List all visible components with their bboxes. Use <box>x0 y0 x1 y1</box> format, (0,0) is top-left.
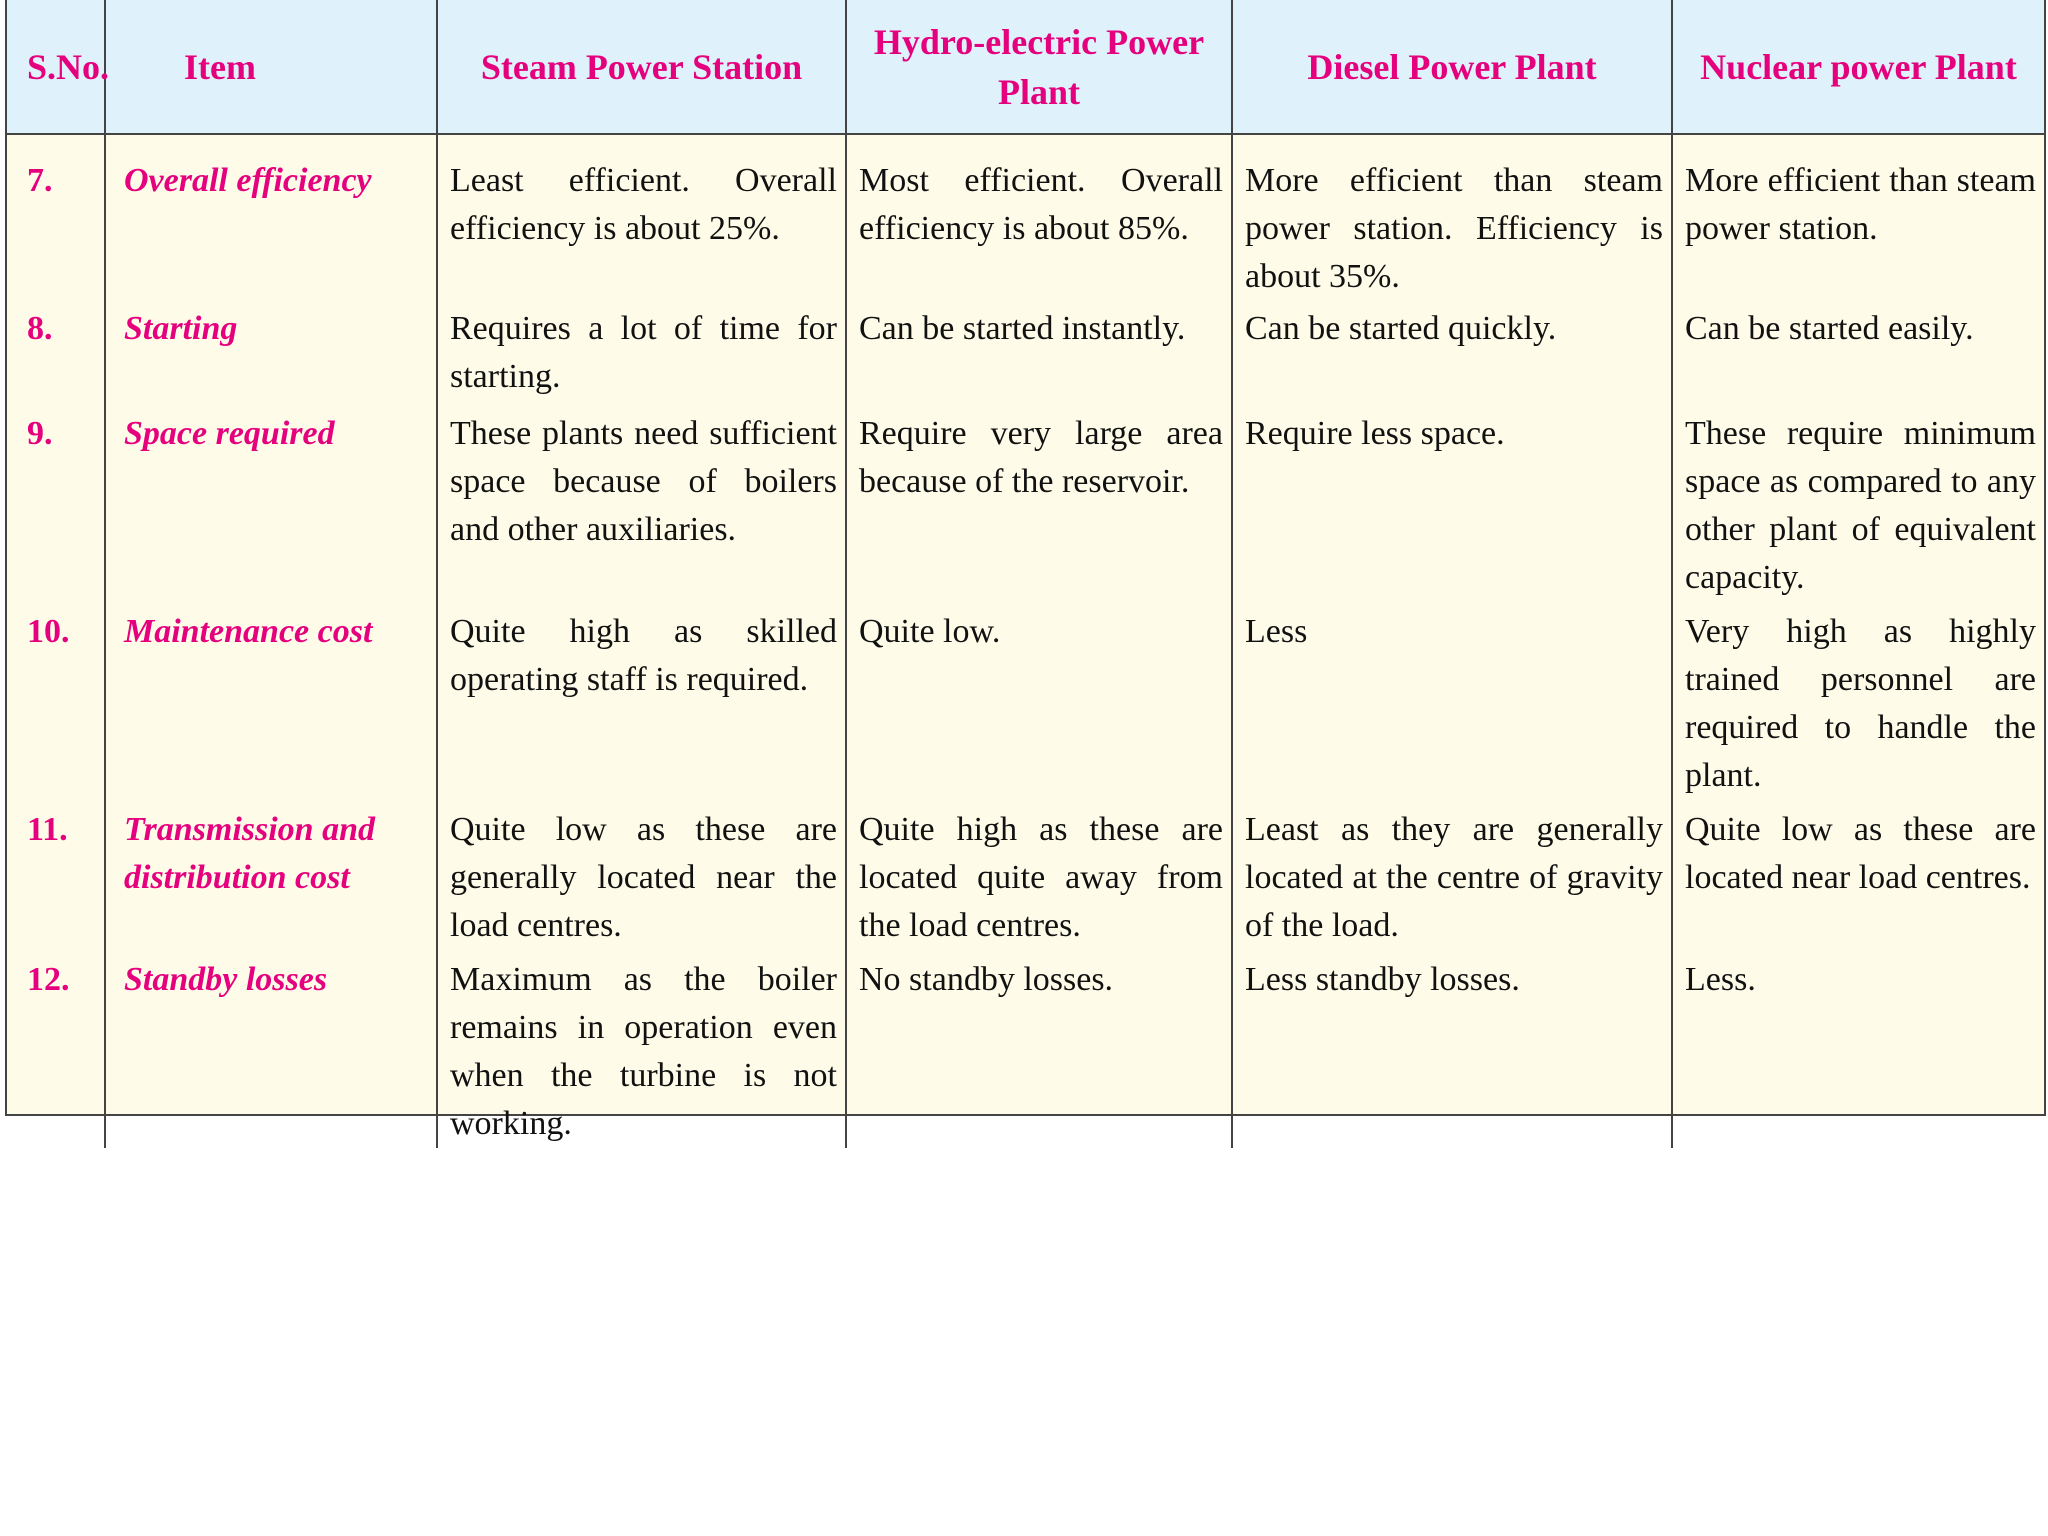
table-row <box>7 406 2044 606</box>
row-sno: 7. <box>27 162 53 199</box>
header-diesel-power-plant: Diesel Power Plant <box>1232 0 1672 134</box>
row-steam: Requires a lot of time for starting. <box>437 301 846 406</box>
row-hydro: No standby losses. <box>846 950 1232 1148</box>
header-item: Item <box>105 0 437 134</box>
row-sno: 11. <box>27 811 68 848</box>
table-row <box>7 800 2044 950</box>
row-hydro: Quite high as these are located quite away from the load centres. <box>846 800 1232 950</box>
table-row <box>7 950 2044 1148</box>
row-hydro: Quite low. <box>846 606 1232 800</box>
row-sno: 10. <box>27 613 70 650</box>
header-nuclear-power-plant: Nuclear power Plant <box>1672 0 2044 134</box>
row-diesel: Require less space. <box>1232 406 1672 606</box>
row-nuclear: Very high as highly trained personnel are required to handle the plant. <box>1672 606 2044 800</box>
row-nuclear: Quite low as these are located near load centres. <box>1672 800 2044 950</box>
row-item: Transmission and distribution cost <box>105 800 437 950</box>
row-diesel: Less <box>1232 606 1672 800</box>
row-diesel: More efficient than steam power station. Efficiency is about 35%. <box>1232 134 1672 301</box>
row-item: Maintenance cost <box>105 606 437 800</box>
header-steam-power-station: Steam Power Station <box>437 0 846 134</box>
comparison-table <box>5 0 2046 1142</box>
header-hydro-electric-power-plant: Hydro-electric Power Plant <box>846 0 1232 134</box>
table-row <box>7 134 2044 301</box>
row-diesel: Can be started quickly. <box>1232 301 1672 406</box>
header-sno: S.No. <box>7 0 105 134</box>
row-diesel: Less standby losses. <box>1232 950 1672 1148</box>
table-row <box>7 301 2044 406</box>
table-header <box>7 0 2044 134</box>
row-nuclear: More efficient than steam power station. <box>1672 134 2044 301</box>
row-steam: Quite high as skilled operating staff is required. <box>437 606 846 800</box>
row-steam: These plants need sufficient space because of boilers and other auxiliaries. <box>437 406 846 606</box>
row-hydro: Require very large area because of the reservoir. <box>846 406 1232 606</box>
row-item: Standby losses <box>105 950 437 1148</box>
row-steam: Maximum as the boiler remains in operation even when the turbine is not working. <box>437 950 846 1148</box>
row-nuclear: Can be started easily. <box>1672 301 2044 406</box>
table-body <box>7 134 2044 1148</box>
row-nuclear: These require minimum space as compared to any other plant of equivalent capacity. <box>1672 406 2044 606</box>
row-steam: Quite low as these are generally located near the load centres. <box>437 800 846 950</box>
row-steam: Least efficient. Overall efficiency is about 25%. <box>437 134 846 301</box>
row-diesel: Least as they are generally located at the centre of gravity of the load. <box>1232 800 1672 950</box>
row-sno: 12. <box>27 961 70 998</box>
table-row <box>7 606 2044 800</box>
row-sno: 8. <box>27 310 53 347</box>
row-sno: 9. <box>27 415 53 452</box>
power-plant-comparison-table <box>7 0 2044 1148</box>
row-hydro: Most efficient. Overall efficiency is about 85%. <box>846 134 1232 301</box>
row-item: Starting <box>105 301 437 406</box>
row-nuclear: Less. <box>1672 950 2044 1148</box>
row-hydro: Can be started instantly. <box>846 301 1232 406</box>
header-row <box>7 0 2044 134</box>
row-item: Space required <box>105 406 437 606</box>
row-item: Overall efficiency <box>105 134 437 301</box>
